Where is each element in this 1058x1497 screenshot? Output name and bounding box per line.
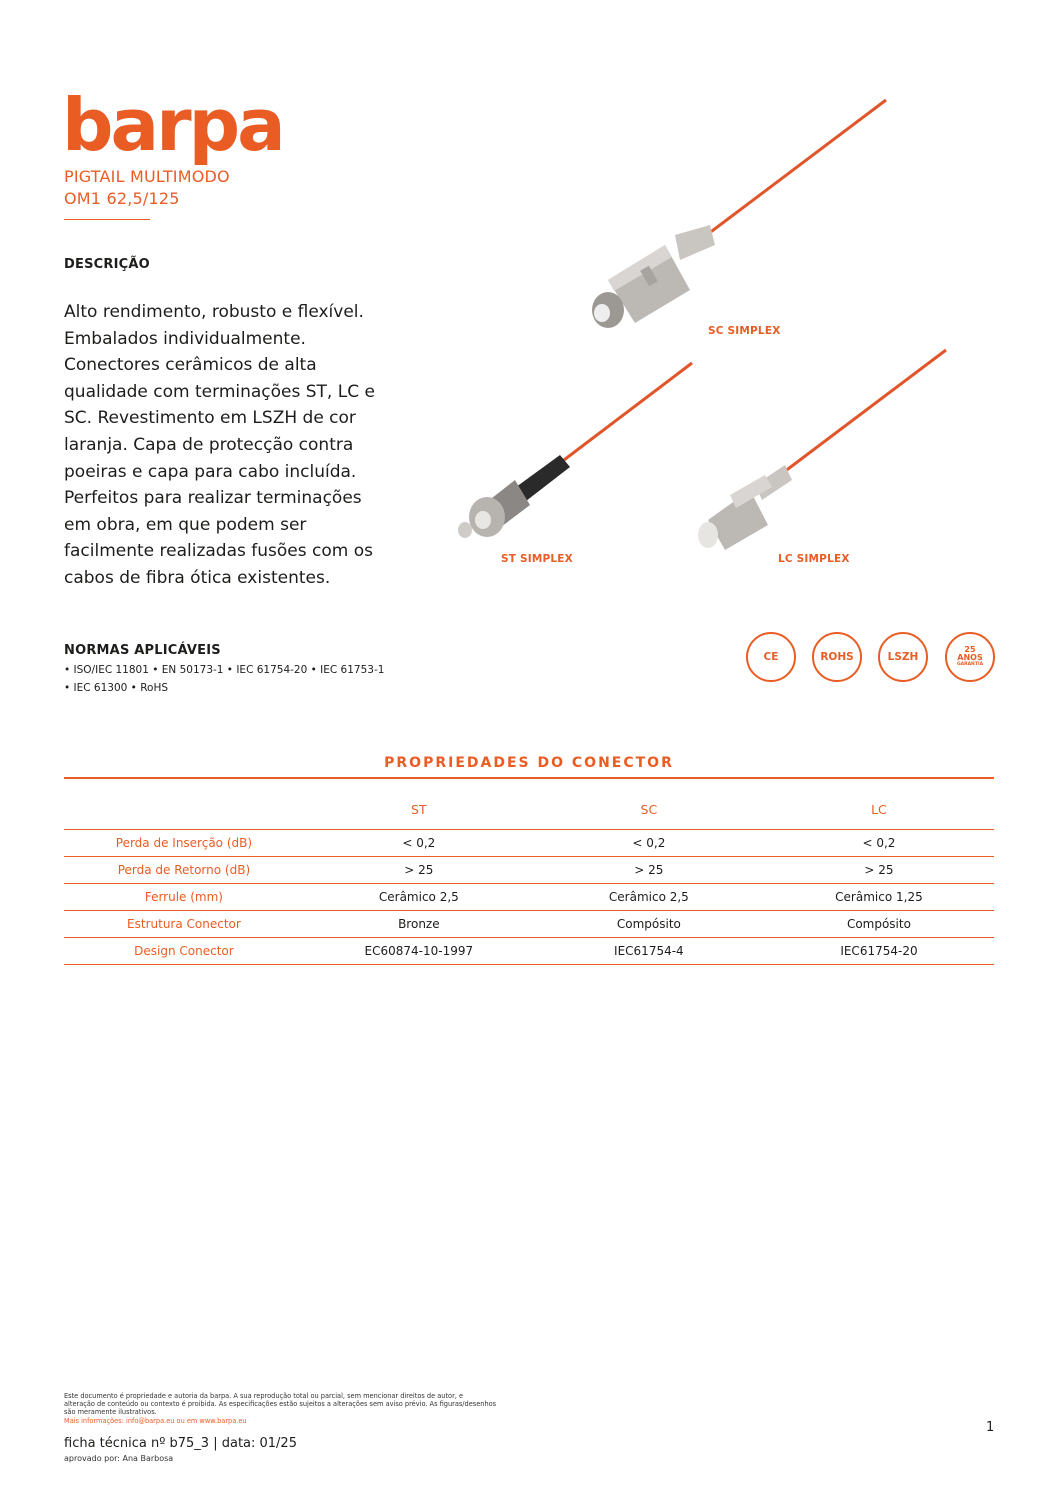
st-simplex-image xyxy=(445,355,705,570)
ce-badge-label: CE xyxy=(763,651,779,663)
cell-value: > 25 xyxy=(534,857,764,884)
ce-badge xyxy=(746,632,796,682)
lc-simplex-caption: LC SIMPLEX xyxy=(778,553,850,565)
sheet-info: ficha técnica nº b75_3 | data: 01/25 xyxy=(64,1436,297,1451)
cell-value: IEC61754-4 xyxy=(534,938,764,965)
lszh-badge xyxy=(878,632,928,682)
title-divider xyxy=(64,219,150,220)
lszh-badge-label: LSZH xyxy=(887,651,919,663)
row-label: Estrutura Conector xyxy=(64,911,304,938)
warranty-years: 25 xyxy=(964,645,976,654)
cell-value: Cerâmico 1,25 xyxy=(764,884,994,911)
cell-value: < 0,2 xyxy=(534,830,764,857)
logo-text: barpa xyxy=(62,92,283,167)
cell-value: > 25 xyxy=(764,857,994,884)
row-label: Design Conector xyxy=(64,938,304,965)
cell-value: EC60874-10-1997 xyxy=(304,938,534,965)
description-heading: DESCRIÇÃO xyxy=(64,257,150,272)
more-info-link[interactable]: Mais informações: info@barpa.eu ou em www.barpa.eu xyxy=(64,1416,247,1425)
barpa-logo xyxy=(62,92,292,170)
table-row xyxy=(64,938,994,965)
legal-line-2: alteração de conteúdo ou contexto é proibida. As especificações estão sujeitos a alterações sem aviso prévio. As figuras/desenhos xyxy=(64,1400,497,1409)
cell-value: Compósito xyxy=(534,911,764,938)
cell-value: Compósito xyxy=(764,911,994,938)
product-title-line2: OM1 62,5/125 xyxy=(64,189,180,208)
rohs-badge-label: ROHS xyxy=(820,651,854,663)
table-row xyxy=(64,911,994,938)
warranty-word: ANOS xyxy=(957,653,983,662)
cell-value: < 0,2 xyxy=(764,830,994,857)
sc-simplex-caption: SC SIMPLEX xyxy=(708,325,781,337)
standards-heading: NORMAS APLICÁVEIS xyxy=(64,643,221,658)
header-lc: LC xyxy=(764,790,994,830)
warranty-sub: GARANTIA xyxy=(956,662,984,667)
approved-by: aprovado por: Ana Barbosa xyxy=(64,1454,174,1463)
properties-title: PROPRIEDADES DO CONECTOR xyxy=(384,755,674,771)
legal-line-3: são meramente ilustrativos. xyxy=(64,1408,157,1417)
standards-list xyxy=(64,661,404,697)
standards-line-1: • ISO/IEC 11801 • EN 50173-1 • IEC 61754-20 • IEC 61753-1 xyxy=(64,664,385,676)
cell-value: IEC61754-20 xyxy=(764,938,994,965)
table-row xyxy=(64,857,994,884)
table-header-row xyxy=(64,790,994,830)
sc-simplex-image xyxy=(580,95,900,340)
cell-value: < 0,2 xyxy=(304,830,534,857)
header-sc: SC xyxy=(534,790,764,830)
legal-line-1: Este documento é propriedade e autoria da barpa. A sua reprodução total ou parcial, sem mencionar direitos de autor, e xyxy=(64,1392,464,1400)
warranty-badge xyxy=(945,632,995,682)
lc-simplex-image xyxy=(690,345,955,570)
cell-value: Bronze xyxy=(304,911,534,938)
rohs-badge xyxy=(812,632,862,682)
description-text: Alto rendimento, robusto e flexível. Embalados individualmente. Conectores cerâmicos de alta qualidade com terminações ST, LC e SC. Revestimento em LSZH de cor laranja. Capa de protecção contra poeiras e capa para cabo incluída. Perfeitos para realizar terminações em obra, em que podem ser facilmente realizadas fusões com os cabos de fibra ótica existentes. xyxy=(64,302,375,588)
properties-table xyxy=(64,790,994,965)
product-title-line1: PIGTAIL MULTIMODO xyxy=(64,167,230,186)
header-empty xyxy=(64,790,304,830)
cell-value: Cerâmico 2,5 xyxy=(304,884,534,911)
table-row xyxy=(64,830,994,857)
table-row xyxy=(64,884,994,911)
cell-value: Cerâmico 2,5 xyxy=(534,884,764,911)
row-label: Perda de Inserção (dB) xyxy=(64,830,304,857)
cell-value: > 25 xyxy=(304,857,534,884)
row-label: Ferrule (mm) xyxy=(64,884,304,911)
legal-notice xyxy=(64,1392,524,1425)
header-st: ST xyxy=(304,790,534,830)
page-number: 1 xyxy=(986,1420,995,1435)
standards-line-2: • IEC 61300 • RoHS xyxy=(64,682,169,694)
row-label: Perda de Retorno (dB) xyxy=(64,857,304,884)
properties-divider xyxy=(64,777,994,779)
st-simplex-caption: ST SIMPLEX xyxy=(501,553,573,565)
